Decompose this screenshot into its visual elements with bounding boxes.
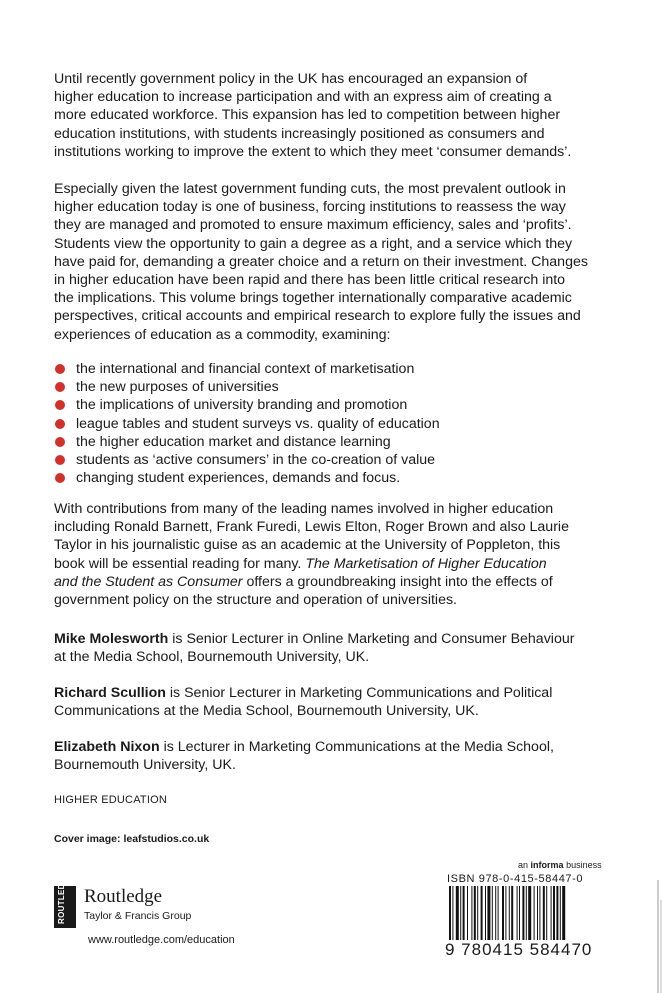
cover-image-credit: Cover image: leafstudios.co.uk	[54, 833, 210, 845]
text-line: Especially given the latest government funding cuts, the most prevalent outlook in	[54, 181, 566, 197]
isbn: ISBN 978-0-415-58447-0	[447, 873, 584, 885]
text-line: more educated workforce. This expansion has led to competition between higher	[54, 107, 561, 124]
publisher-name: Routledge	[84, 886, 163, 907]
bullet-dot-icon	[55, 419, 65, 429]
list-item: the international and financial context of marketisation	[54, 360, 614, 378]
author-name: Mike Molesworth	[54, 631, 169, 647]
text-line: perspectives, critical accounts and empirical research to explore fully the issues and	[54, 308, 581, 325]
text-line: higher education to increase participation and with an express aim of creating a	[54, 89, 552, 106]
author-bio: Richard Scullion is Senior Lecturer in Marketing Communications and Political Communications at the Media School, Bournemouth University, UK.	[54, 685, 553, 720]
publisher-group: Taylor & Francis Group	[84, 910, 192, 922]
contributors-paragraph	[54, 500, 614, 609]
text-line: they are managed and promoted to ensure maximum efficiency, sales and ‘profits’.	[54, 217, 572, 234]
list-item: the new purposes of universities	[54, 378, 614, 396]
routledge-logo-icon: ROUTLEDGE	[54, 886, 76, 928]
publisher-url[interactable]: www.routledge.com/education	[88, 934, 235, 946]
intro-paragraph	[54, 70, 614, 161]
bullet-dot-icon	[55, 364, 65, 374]
text-line: book will be essential reading for many. The Marketisation of Higher Education	[54, 555, 547, 572]
context-paragraph	[54, 180, 614, 344]
text-line: and the Student as Consumer offers a groundbreaking insight into the effects of	[54, 573, 553, 590]
bullet-dot-icon	[55, 400, 65, 410]
author-name: Richard Scullion	[54, 685, 166, 701]
topics-list	[54, 360, 614, 487]
publisher-logo	[54, 871, 254, 954]
text-line: education institutions, with students increasingly positioned as consumers and	[54, 125, 545, 142]
list-item: the higher education market and distance learning	[54, 433, 614, 451]
text-line: Until recently government policy in the UK has encouraged an expansion of	[54, 71, 528, 87]
informa-tagline: an informa business	[518, 860, 602, 870]
barcode-icon	[447, 886, 595, 942]
barcode-digits: 9 780415 584470	[445, 940, 593, 959]
book-title: and the Student as Consumer	[54, 573, 243, 590]
text-line: the implications. This volume brings together internationally comparative academic	[54, 290, 572, 307]
text-line: experiences of education as a commodity, examining:	[54, 326, 391, 343]
list-item: changing student experiences, demands and focus.	[54, 469, 614, 487]
list-item: the implications of university branding and promotion	[54, 396, 614, 414]
text-line: in higher education have been rapid and there has been little critical research into	[54, 272, 566, 289]
bullet-dot-icon	[55, 437, 65, 447]
list-item: league tables and student surveys vs. quality of education	[54, 415, 614, 433]
text-line: Taylor in his journalistic guise as an academic at the University of Poppleton, this	[54, 537, 561, 554]
bullet-dot-icon	[55, 473, 65, 483]
text-line: With contributions from many of the leading names involved in higher education	[54, 501, 554, 517]
text-line: have paid for, demanding a greater choice and a return on their investment. Changes	[54, 253, 588, 270]
text-line: Students view the opportunity to gain a degree as a right, and a service which they	[54, 235, 573, 252]
subject-category: HIGHER EDUCATION	[54, 794, 168, 806]
edge-trim-marks	[652, 880, 662, 993]
author-bio: Elizabeth Nixon is Lecturer in Marketing Communications at the Media School, Bournemouth University, UK.	[54, 739, 554, 774]
author-bio: Mike Molesworth is Senior Lecturer in Online Marketing and Consumer Behaviour at the Media School, Bournemouth University, UK.	[54, 631, 575, 666]
text-line: institutions working to improve the extent to which they meet ‘consumer demands’.	[54, 143, 572, 160]
bullet-dot-icon	[55, 382, 65, 392]
author-name: Elizabeth Nixon	[54, 739, 160, 755]
text-line: government policy on the structure and operation of universities.	[54, 592, 457, 609]
text-line: including Ronald Barnett, Frank Furedi, Lewis Elton, Roger Brown and also Laurie	[54, 519, 569, 536]
book-title: The Marketisation of Higher Education	[305, 555, 547, 572]
bullet-dot-icon	[55, 455, 65, 465]
text-line: higher education today is one of business, forcing institutions to reassess the way	[54, 199, 566, 216]
list-item: students as ‘active consumers’ in the co-creation of value	[54, 451, 614, 469]
